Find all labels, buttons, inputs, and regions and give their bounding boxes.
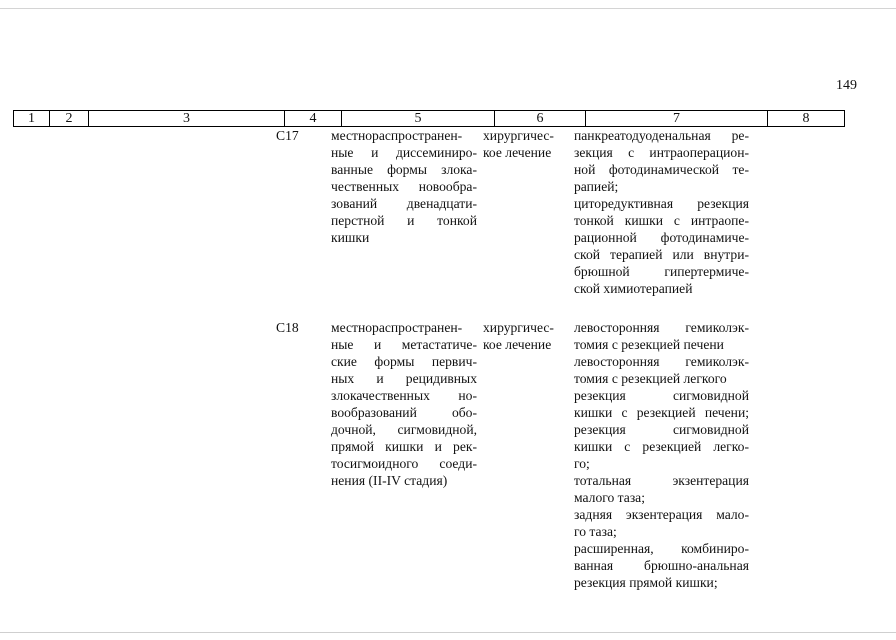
diagnosis-line: нения (II-IV стадия) xyxy=(331,473,448,488)
method-line: левосторонняя гемиколэк- xyxy=(574,354,749,369)
treatment-line: кое лечение xyxy=(483,145,552,160)
diagnosis-line: ванные формы злока- xyxy=(331,162,477,177)
diagnosis-line: тосигмоидного соеди- xyxy=(331,456,477,471)
header-col-4: 4 xyxy=(284,111,341,126)
method-line: циторедуктивная резекция xyxy=(574,196,749,211)
method-line: левосторонняя гемиколэк- xyxy=(574,320,749,335)
diagnosis-line: чественных новообра- xyxy=(331,179,477,194)
diagnosis-line: кишки xyxy=(331,230,370,245)
method-line: резекция прямой кишки; xyxy=(574,575,718,590)
diagnosis-line: злокачественных но- xyxy=(331,388,477,403)
diagnosis-line: местнораспространен- xyxy=(331,320,463,335)
method-line: рационной фотодинамиче- xyxy=(574,230,749,245)
icd-code: C18 xyxy=(276,320,299,335)
header-col-6: 6 xyxy=(494,111,585,126)
diagnosis-line: прямой кишки и рек- xyxy=(331,439,477,454)
method-line: малого таза; xyxy=(574,490,645,505)
method-line: ской химиотерапией xyxy=(574,281,693,296)
method-line: рапией; xyxy=(574,179,619,194)
diagnosis-line: ных и рецидивных xyxy=(331,371,477,386)
method-line: тонкой кишки с интраопе- xyxy=(574,213,749,228)
treatment-type xyxy=(483,319,571,353)
diagnosis-line: ные и метастатиче- xyxy=(331,337,477,352)
method-line: тотальная экзентерация xyxy=(574,473,749,488)
diagnosis-text xyxy=(331,319,477,489)
method-line: брюшной гипертермиче- xyxy=(574,264,749,279)
method-line: го таза; xyxy=(574,524,617,539)
method-line: расширенная, комбиниро- xyxy=(574,541,749,556)
header-col-3: 3 xyxy=(88,111,284,126)
diagnosis-line: местнораспространен- xyxy=(331,128,463,143)
method-line: томия с резекцией легкого xyxy=(574,371,727,386)
icd-code: C17 xyxy=(276,128,299,143)
method-line: томия с резекцией печени xyxy=(574,337,724,352)
page-number: 149 xyxy=(836,78,857,93)
diagnosis-line: ные и диссеминиро- xyxy=(331,145,477,160)
diagnosis-line: перстной и тонкой xyxy=(331,213,477,228)
diagnosis-line: вообразований обо- xyxy=(331,405,477,420)
method-line: ной фотодинамической те- xyxy=(574,162,749,177)
method-line: резекция сигмовидной xyxy=(574,388,749,403)
treatment-line: хирургичес- xyxy=(483,320,554,335)
treatment-type xyxy=(483,127,571,161)
treatment-line: хирургичес- xyxy=(483,128,554,143)
header-col-8: 8 xyxy=(767,111,844,126)
treatment-line: кое лечение xyxy=(483,337,552,352)
scan-bottom-edge xyxy=(0,632,896,633)
method-line: задняя экзентерация мало- xyxy=(574,507,749,522)
header-col-2: 2 xyxy=(49,111,88,126)
table-header-row xyxy=(13,110,845,127)
header-col-7: 7 xyxy=(585,111,767,126)
header-col-5: 5 xyxy=(341,111,494,126)
scan-top-edge xyxy=(0,8,896,9)
method-line: ванная брюшно-анальная xyxy=(574,558,749,573)
diagnosis-text xyxy=(331,127,477,246)
method-line: кишки с резекцией печени; xyxy=(574,405,749,420)
method-line: резекция сигмовидной xyxy=(574,422,749,437)
method-line: зекция с интраоперацион- xyxy=(574,145,749,160)
diagnosis-line: дочной, сигмовидной, xyxy=(331,422,477,437)
treatment-methods xyxy=(574,127,749,297)
treatment-methods xyxy=(574,319,749,591)
method-line: ской терапией или внутри- xyxy=(574,247,749,262)
diagnosis-line: ские формы первич- xyxy=(331,354,477,369)
diagnosis-line: зований двенадцати- xyxy=(331,196,477,211)
method-line: кишки с резекцией легко- xyxy=(574,439,749,454)
method-line: го; xyxy=(574,456,590,471)
header-col-1: 1 xyxy=(28,111,35,126)
method-line: панкреатодуоденальная ре- xyxy=(574,128,749,143)
